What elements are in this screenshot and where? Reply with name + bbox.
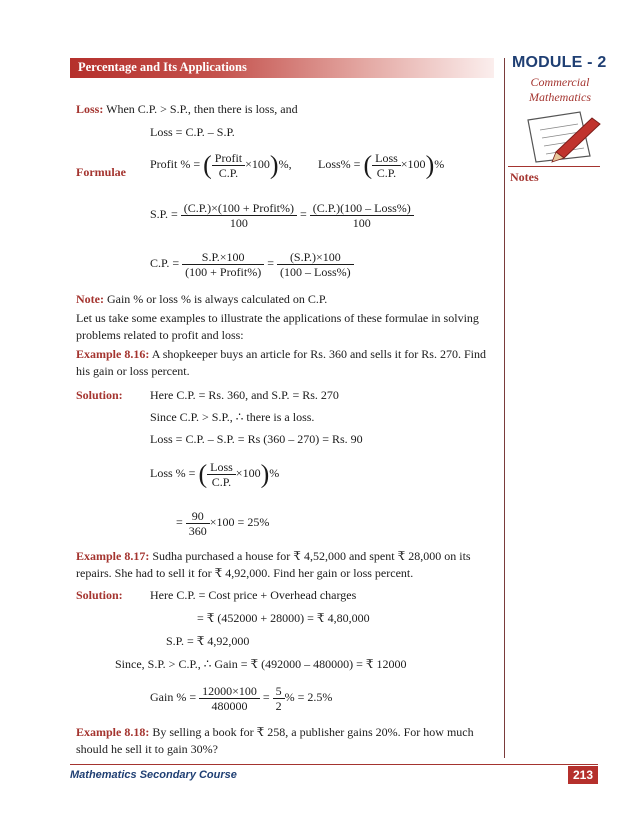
intro-paragraph: Let us take some examples to illustrate the applications of these formulae in solving problems related to profit and loss: bbox=[76, 311, 479, 342]
loss-percent-formula bbox=[318, 150, 444, 180]
cp-formula bbox=[150, 249, 354, 279]
sp-numerator-2: (C.P.)(100 – Loss%) bbox=[310, 201, 414, 216]
cp-denominator-1: (100 + Profit%) bbox=[185, 264, 262, 279]
paren-close: ) bbox=[425, 150, 435, 180]
sidebar-divider bbox=[504, 58, 505, 758]
denominator: 2 bbox=[275, 698, 282, 713]
formulae-label bbox=[76, 165, 126, 179]
denominator: 360 bbox=[188, 523, 207, 538]
loss-percent-lhs: Loss % bbox=[150, 466, 189, 480]
loss-definition-text: When C.P. > S.P., then there is loss, and bbox=[106, 102, 298, 116]
gain-result: % = 2.5% bbox=[284, 690, 333, 704]
gain-fraction bbox=[199, 684, 260, 713]
solution-8-16-label bbox=[76, 388, 123, 402]
sp-denominator-2: 100 bbox=[352, 215, 371, 230]
sp-numerator-1: (C.P.)×(100 + Profit%) bbox=[181, 201, 297, 216]
cp-lhs: C.P. = bbox=[150, 256, 180, 270]
cp-fraction-1 bbox=[182, 250, 264, 279]
paren-close: ) bbox=[260, 459, 270, 489]
module-label: MODULE - 2 bbox=[512, 54, 607, 71]
example-8-16-text: A shopkeeper buys an article for Rs. 360 and sells it for Rs. 270. Find his gain or loss percent. bbox=[76, 347, 486, 378]
notes-rule bbox=[508, 166, 600, 167]
denominator: 480000 bbox=[211, 698, 248, 713]
module-subtitle-1: Commercial bbox=[530, 75, 590, 89]
profit-percent-sign: %, bbox=[278, 157, 292, 171]
solution-8-16-line-3: Loss = C.P. – S.P. = Rs (360 – 270) = Rs. 90 bbox=[150, 432, 363, 446]
profit-lhs: Profit % = bbox=[150, 157, 201, 171]
result-fraction bbox=[186, 509, 210, 538]
sp-fraction-1 bbox=[181, 201, 297, 230]
example-8-17 bbox=[76, 548, 496, 582]
example-8-18-label: Example 8.18: bbox=[76, 725, 150, 739]
solution-8-16-loss-percent bbox=[150, 459, 279, 489]
solution-8-17-line-1: Here C.P. = Cost price + Overhead charges bbox=[150, 588, 357, 602]
gain-percent-lhs: Gain % = bbox=[150, 690, 197, 704]
solution-label: Solution: bbox=[76, 588, 123, 602]
profit-denominator: C.P. bbox=[218, 165, 239, 180]
sp-fraction-2 bbox=[310, 201, 414, 230]
note-text: Gain % or loss % is always calculated on C.P. bbox=[106, 292, 328, 306]
solution-8-17-gain-percent bbox=[150, 683, 332, 713]
equals: = bbox=[262, 690, 270, 704]
profit-numerator: Profit bbox=[212, 151, 245, 166]
note bbox=[76, 292, 327, 306]
profit-fraction bbox=[212, 151, 245, 180]
formulae-label-text: Formulae bbox=[76, 165, 126, 179]
footer-course: Mathematics Secondary Course bbox=[70, 769, 237, 781]
sp-lhs: S.P. = bbox=[150, 207, 178, 221]
cp-numerator-2: (S.P.)×100 bbox=[277, 250, 354, 265]
example-8-17-label: Example 8.17: bbox=[76, 549, 150, 563]
profit-times-100: ×100 bbox=[245, 157, 270, 171]
sp-denominator-1: 100 bbox=[229, 215, 248, 230]
denominator: C.P. bbox=[211, 474, 232, 489]
solution-label: Solution: bbox=[76, 388, 123, 402]
loss-percent-sign: % bbox=[434, 157, 445, 171]
simplified-fraction bbox=[273, 684, 285, 713]
example-8-17-text: Sudha purchased a house for ₹ 4,52,000 and spent ₹ 28,000 on its repairs. She had to sell it for ₹ 4,92,000. Find her gain or loss percent. bbox=[76, 549, 471, 580]
loss-denominator: C.P. bbox=[376, 165, 397, 180]
note-label: Note: bbox=[76, 292, 104, 306]
paren-open: ( bbox=[198, 459, 208, 489]
percent-sign: % bbox=[269, 466, 280, 480]
equals: = bbox=[188, 466, 196, 480]
example-8-16 bbox=[76, 346, 496, 380]
solution-8-17-line-3: S.P. = ₹ 4,92,000 bbox=[166, 634, 250, 648]
solution-8-17-line-2: = ₹ (452000 + 28000) = ₹ 4,80,000 bbox=[197, 611, 370, 625]
solution-8-17-label bbox=[76, 588, 123, 602]
paren-open: ( bbox=[363, 150, 373, 180]
solution-8-16-line-2: Since C.P. > S.P., ∴ there is a loss. bbox=[150, 410, 315, 424]
loss-lhs: Loss% = bbox=[318, 157, 361, 171]
paren-close: ) bbox=[269, 150, 279, 180]
page-number: 213 bbox=[568, 766, 598, 784]
cp-denominator-2: (100 – Loss%) bbox=[280, 264, 351, 279]
solution-8-16-line-1: Here C.P. = Rs. 360, and S.P. = Rs. 270 bbox=[150, 388, 339, 402]
example-8-18-text: By selling a book for ₹ 258, a publisher gains 20%. For how much should he sell it to gain 30%? bbox=[76, 725, 474, 756]
module-subtitle-2: Mathematics bbox=[529, 90, 591, 104]
sp-equals: = bbox=[300, 207, 307, 221]
sp-formula bbox=[150, 200, 414, 230]
chapter-title: Percentage and Its Applications bbox=[78, 60, 247, 74]
loss-definition bbox=[76, 102, 298, 116]
profit-percent-formula bbox=[150, 150, 292, 180]
cp-equals: = bbox=[267, 256, 274, 270]
solution-8-17-line-4: Since, S.P. > C.P., ∴ Gain = ₹ (492000 – 480000) = ₹ 12000 bbox=[115, 657, 407, 671]
loss-label: Loss: bbox=[76, 102, 104, 116]
notes-label: Notes bbox=[510, 170, 539, 184]
loss-formula: Loss = C.P. – S.P. bbox=[150, 125, 235, 139]
numerator: 90 bbox=[186, 509, 210, 524]
notepad-pencil-icon bbox=[520, 108, 604, 164]
numerator: Loss bbox=[207, 460, 236, 475]
loss-fraction bbox=[207, 460, 236, 489]
loss-fraction bbox=[372, 151, 401, 180]
loss-times-100: ×100 bbox=[400, 157, 426, 171]
result-tail: ×100 = 25% bbox=[209, 515, 270, 529]
numerator: 5 bbox=[273, 684, 285, 699]
equals: = bbox=[176, 515, 183, 529]
times-100: ×100 bbox=[235, 466, 261, 480]
numerator: 12000×100 bbox=[199, 684, 260, 699]
cp-fraction-2 bbox=[277, 250, 354, 279]
cp-numerator-1: S.P.×100 bbox=[182, 250, 264, 265]
example-8-16-label: Example 8.16: bbox=[76, 347, 150, 361]
solution-8-16-result bbox=[176, 508, 269, 538]
example-8-18 bbox=[76, 724, 496, 758]
loss-numerator: Loss bbox=[372, 151, 401, 166]
paren-open: ( bbox=[203, 150, 212, 180]
footer-rule bbox=[70, 764, 598, 765]
